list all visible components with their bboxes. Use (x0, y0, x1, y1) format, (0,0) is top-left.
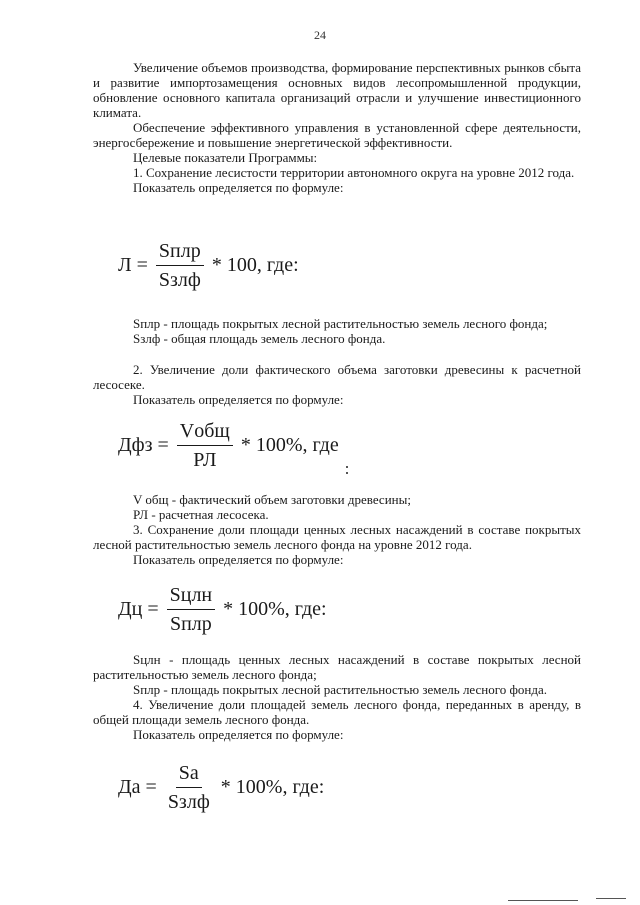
formula-1-denominator: Sзлф (158, 269, 201, 291)
formula-3-denominator: Sплр (169, 613, 212, 635)
paragraph-indicator-3: 3. Сохранение доли площади ценных лесных насаждений в составе покрытых лесной растительностью земель лесного фонда на уровне 2012 года. (93, 522, 581, 552)
legend-1-szlf: Sзлф - общая площадь земель лесного фонда. (133, 331, 386, 346)
formula-4-denominator: Sзлф (167, 791, 210, 813)
paragraph-formula-intro-2: Показатель определяется по формуле: (133, 392, 344, 407)
scan-speck (346, 472, 348, 474)
paragraph-management: Обеспечение эффективного управления в установленной сфере деятельности, энергосбережение и повышение энергетической эффективности. (93, 120, 581, 150)
formula-1-numerator: Sплр (156, 240, 204, 266)
legend-3-scln: Sцлн - площадь ценных лесных насаждений в составе покрытых лесной растительностью земель лесного фонда; (93, 652, 581, 682)
formula-3-fraction (167, 584, 216, 635)
formula-1-lhs: Л = (118, 254, 148, 276)
formula-harvest-share (118, 420, 339, 471)
formula-3-lhs: Дц = (118, 598, 159, 620)
legend-2-vobsh: V общ - фактический объем заготовки древесины; (133, 492, 411, 507)
paragraph-formula-intro-3: Показатель определяется по формуле: (133, 552, 344, 567)
legend-2 (93, 492, 581, 567)
legend-3-splr: Sплр - площадь покрытых лесной растительностью земель лесного фонда. (133, 682, 548, 697)
scan-speck (346, 466, 348, 468)
formula-2-denominator: РЛ (193, 449, 217, 471)
paragraph-indicator-4: 4. Увеличение доли площадей земель лесного фонда, переданных в аренду, в общей площади земель лесного фонда. (93, 697, 581, 727)
formula-2-lhs: Дфз = (118, 434, 169, 456)
formula-4-lhs: Да = (118, 776, 157, 798)
legend-1 (93, 316, 581, 346)
formula-2-fraction (177, 420, 233, 471)
paragraph-indicator-1: 1. Сохранение лесистости территории автономного округа на уровне 2012 года. (133, 165, 575, 180)
paragraph-targets-heading: Целевые показатели Программы: (133, 150, 318, 165)
formula-1-fraction (156, 240, 204, 291)
formula-4-fraction (165, 762, 213, 813)
formula-4-numerator: Sa (176, 762, 202, 788)
intro-text (93, 60, 581, 195)
paragraph-formula-intro-4: Показатель определяется по формуле: (133, 727, 344, 742)
legend-2-rl: РЛ - расчетная лесосека. (133, 507, 269, 522)
paragraph-formula-intro-1: Показатель определяется по формуле: (133, 180, 344, 195)
scan-edge-mark (508, 900, 578, 901)
paragraph-goals: Увеличение объемов производства, формирование перспективных рынков сбыта и развитие импортозамещения основных видов лесопромышленной продукции, обновление основного капитала организаций отрасли и улучшение инвестиционного климата. (93, 60, 581, 120)
formula-valuable-stands-share (118, 584, 327, 635)
page-number: 24 (314, 28, 326, 42)
formula-1-rhs: * 100, где: (211, 254, 299, 276)
legend-3 (93, 652, 581, 742)
formula-3-numerator: Sцлн (167, 584, 216, 610)
formula-2-rhs: * 100%, где (240, 434, 339, 456)
legend-1-splr: Sплр - площадь покрытых лесной растительностью земель лесного фонда; (133, 316, 548, 331)
formula-lease-share (118, 762, 324, 813)
formula-2-numerator: Vобщ (177, 420, 233, 446)
formula-forest-cover (118, 240, 299, 291)
section-2-text (93, 362, 581, 407)
paragraph-indicator-2: 2. Увеличение доли фактического объема заготовки древесины к расчетной лесосеке. (93, 362, 581, 392)
formula-4-rhs: * 100%, где: (220, 776, 325, 798)
formula-3-rhs: * 100%, где: (223, 598, 327, 620)
scan-edge-mark (596, 898, 626, 899)
